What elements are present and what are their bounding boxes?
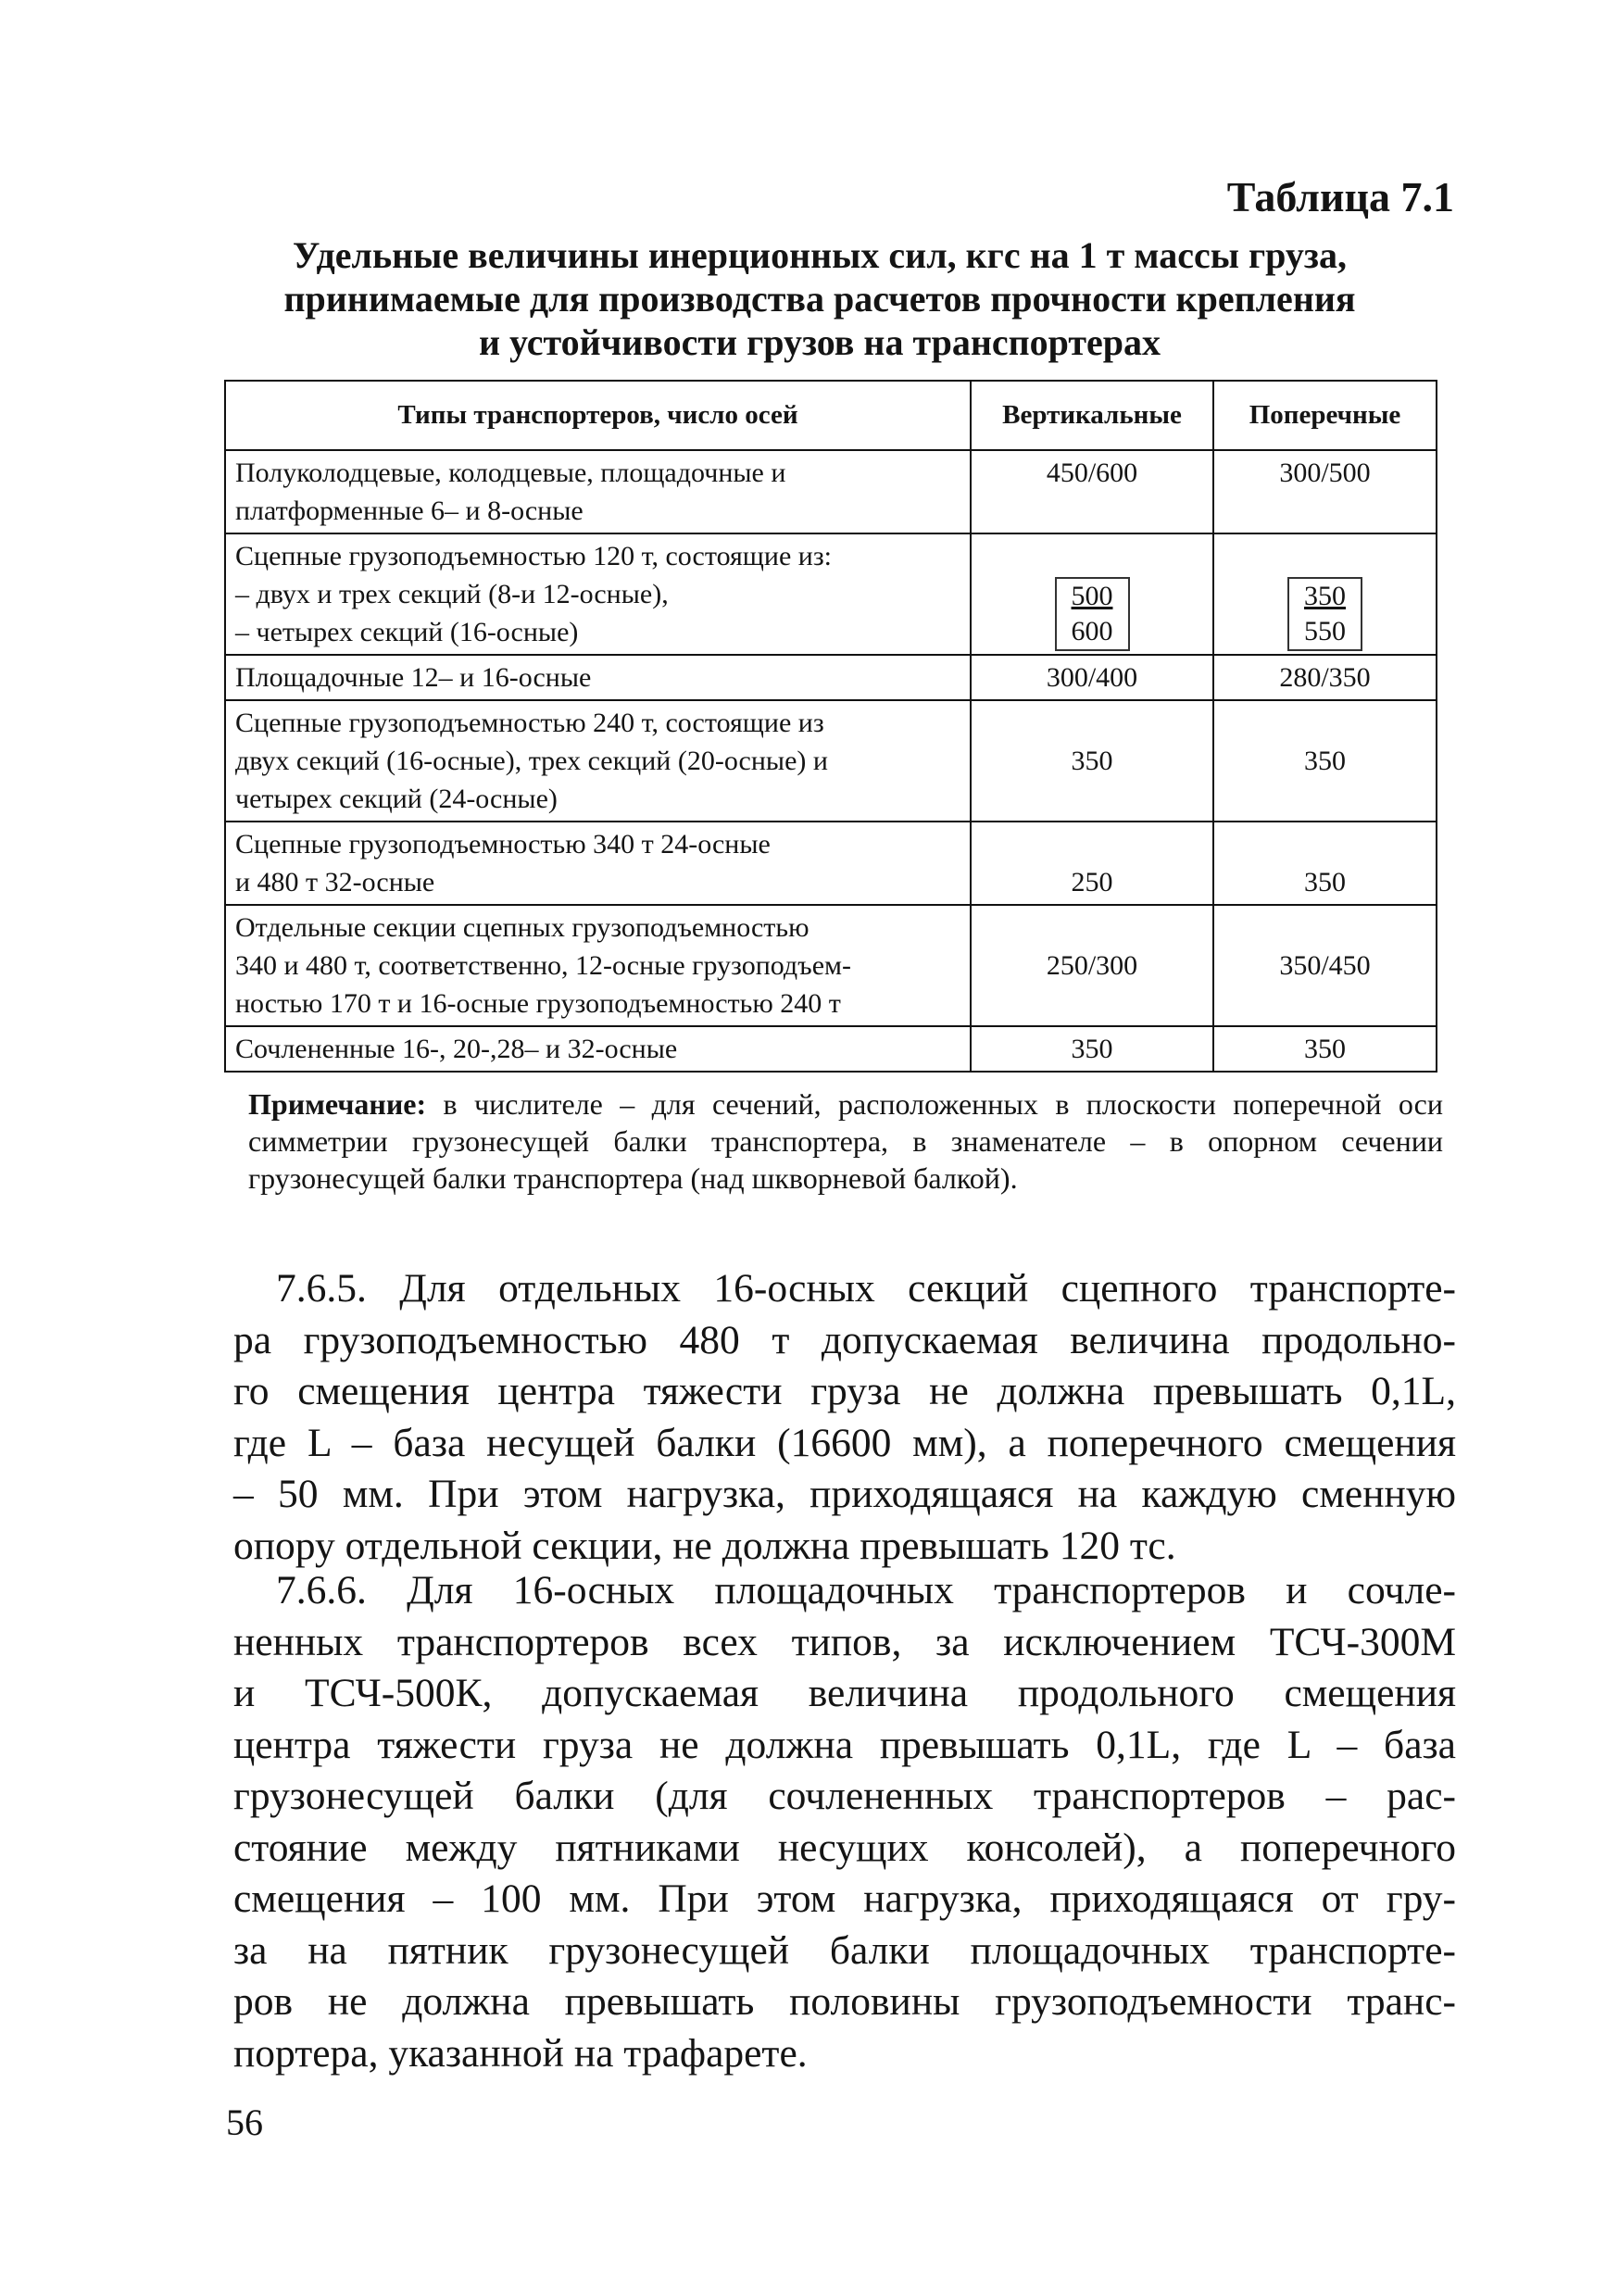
header-vertical: Вертикальные bbox=[971, 381, 1213, 450]
paragraph-line: где L – база несущей балки (16600 мм), а поперечного смещения bbox=[233, 1420, 1456, 1465]
vertical-value: 250 bbox=[971, 822, 1213, 905]
type-line: Отдельные секции сцепных грузоподъемностью bbox=[235, 912, 810, 943]
type-line: четырех секций (24-осные) bbox=[235, 784, 558, 814]
value-line: 600 bbox=[1071, 616, 1113, 646]
paragraph-line: 7.6.5. Для отдельных 16-осных секций сцепного транспорте- bbox=[276, 1266, 1456, 1311]
transverse-value: 280/350 bbox=[1213, 655, 1437, 700]
table-note bbox=[248, 1085, 1443, 1197]
paragraph-line: ненных транспортеров всех типов, за исключением ТСЧ-300М bbox=[233, 1619, 1456, 1664]
inertia-forces-table bbox=[224, 380, 1437, 1073]
paragraph-line: ров не должна превышать половины грузоподъемности транс- bbox=[233, 1979, 1456, 2024]
type-line: Сцепные грузоподъемностью 240 т, состоящие из bbox=[235, 708, 824, 738]
table-row bbox=[225, 905, 1437, 1026]
paragraph-line: за на пятник грузонесущей балки площадочных транспорте- bbox=[233, 1927, 1456, 1973]
type-line: Сцепные грузоподъемностью 120 т, состоящие из: bbox=[235, 541, 833, 571]
type-line: Сцепные грузоподъемностью 340 т 24-осные bbox=[235, 829, 771, 859]
type-line: Площадочные 12– и 16-осные bbox=[235, 662, 592, 693]
type-line: платформенные 6– и 8-осные bbox=[235, 496, 584, 526]
type-line: и 480 т 32-осные bbox=[235, 867, 435, 897]
table-row bbox=[225, 533, 1437, 655]
transporter-type-cell bbox=[225, 655, 971, 700]
vertical-value bbox=[971, 533, 1213, 655]
paragraph-7-6-5 bbox=[233, 1263, 1456, 1572]
vertical-value: 450/600 bbox=[971, 450, 1213, 533]
transporter-type-cell bbox=[225, 450, 971, 533]
transverse-value: 350 bbox=[1213, 822, 1437, 905]
transverse-value: 350 bbox=[1213, 700, 1437, 822]
note-label: Примечание: bbox=[248, 1087, 427, 1121]
paragraph-line: и ТСЧ-500К, допускаемая величина продольного смещения bbox=[233, 1671, 1456, 1715]
boxed-value bbox=[1055, 577, 1130, 651]
type-line: ностью 170 т и 16-осные грузоподъемностью 240 т bbox=[235, 988, 841, 1019]
note-text: в числителе – для сечений, расположенных в плоскости поперечной оси симметрии грузонесущей балки транспортера, в знаменателе – в опорном сечении грузонесущей балки транспортера (над шкворневой балкой). bbox=[248, 1087, 1444, 1195]
type-line: Полуколодцевые, колодцевые, площадочные и bbox=[235, 458, 786, 488]
transporter-type-cell bbox=[225, 1026, 971, 1072]
value-line: 550 bbox=[1304, 616, 1346, 646]
paragraph-line: смещения – 100 мм. При этом нагрузка, приходящаяся от гру- bbox=[233, 1876, 1456, 1921]
transverse-value: 300/500 bbox=[1213, 450, 1437, 533]
type-line: 340 и 480 т, соответственно, 12-осные грузоподъем- bbox=[235, 950, 851, 981]
type-line: – четырех секций (16-осные) bbox=[235, 617, 579, 647]
table-row bbox=[225, 655, 1437, 700]
header-transporter-types: Типы транспортеров, число осей bbox=[225, 381, 971, 450]
vertical-value: 300/400 bbox=[971, 655, 1213, 700]
type-line: – двух и трех секций (8-и 12-осные), bbox=[235, 579, 669, 609]
paragraph-line: – 50 мм. При этом нагрузка, приходящаяся на каждую сменную bbox=[233, 1472, 1456, 1516]
page-number: 56 bbox=[226, 2102, 263, 2143]
value-line: 350 bbox=[1304, 581, 1346, 611]
caption-line: и устойчивости грузов на транспортерах bbox=[478, 321, 1161, 363]
type-line: двух секций (16-осные), трех секций (20-осные) и bbox=[235, 746, 828, 776]
table-row bbox=[225, 822, 1437, 905]
boxed-value bbox=[1287, 577, 1362, 651]
paragraph-line: опору отдельной секции, не должна превышать 120 тс. bbox=[233, 1523, 1176, 1568]
paragraph-line: 7.6.6. Для 16-осных площадочных транспортеров и сочле- bbox=[276, 1568, 1456, 1612]
paragraph-line: ра грузоподъемностью 480 т допускаемая величина продольно- bbox=[233, 1317, 1456, 1362]
table-number-label: Таблица 7.1 bbox=[1226, 173, 1454, 220]
paragraph-line: портера, указанной на трафарете. bbox=[233, 2030, 808, 2076]
header-transverse: Поперечные bbox=[1213, 381, 1437, 450]
caption-line: принимаемые для производства расчетов прочности крепления bbox=[283, 278, 1356, 320]
paragraph-7-6-6 bbox=[233, 1565, 1456, 2079]
table-row bbox=[225, 450, 1437, 533]
paragraph-line: стояние между пятниками несущих консолей), а поперечного bbox=[233, 1825, 1456, 1870]
paragraph-line: центра тяжести груза не должна превышать 0,1L, где L – база bbox=[233, 1722, 1456, 1767]
table-row bbox=[225, 1026, 1437, 1072]
table-header-row bbox=[225, 381, 1437, 450]
paragraph-line: грузонесущей балки (для сочлененных транспортеров – рас- bbox=[233, 1774, 1456, 1818]
vertical-value: 250/300 bbox=[971, 905, 1213, 1026]
type-line: Сочлененные 16-, 20-,28– и 32-осные bbox=[235, 1034, 678, 1064]
value-line: 500 bbox=[1071, 581, 1113, 611]
transverse-value bbox=[1213, 533, 1437, 655]
paragraph-line: го смещения центра тяжести груза не должна превышать 0,1L, bbox=[233, 1369, 1456, 1413]
transporter-type-cell bbox=[225, 905, 971, 1026]
vertical-value: 350 bbox=[971, 700, 1213, 822]
transverse-value: 350 bbox=[1213, 1026, 1437, 1072]
vertical-value: 350 bbox=[971, 1026, 1213, 1072]
caption-line: Удельные величины инерционных сил, кгс на 1 т массы груза, bbox=[293, 234, 1347, 276]
transverse-value: 350/450 bbox=[1213, 905, 1437, 1026]
transporter-type-cell bbox=[225, 822, 971, 905]
table-caption bbox=[185, 233, 1454, 364]
table-row bbox=[225, 700, 1437, 822]
transporter-type-cell bbox=[225, 533, 971, 655]
transporter-type-cell bbox=[225, 700, 971, 822]
